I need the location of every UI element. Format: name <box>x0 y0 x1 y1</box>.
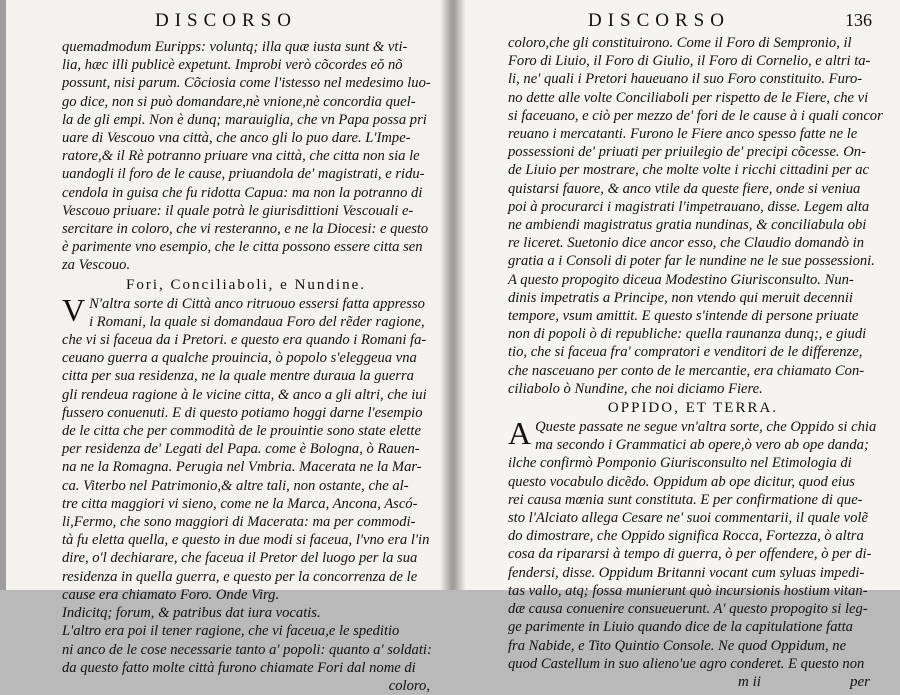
right-text-block <box>508 34 883 693</box>
section-title-fori: Fori, Conciliaboli, e Nundine. <box>126 276 366 293</box>
text-line: go dice, non si può domandare,nè vnione,nè concordia quel- <box>62 93 416 110</box>
text-line: Foro di Liuio, il Foro di Giulio, il Foro di Cornelio, e altri ta- <box>508 53 871 70</box>
text-line: che vi si faceua da i Pretori. e questo era quando i Romani fa- <box>62 332 427 349</box>
text-line: N'altra sorte di Città anco ritruouo essersi fatta appresso <box>89 295 425 312</box>
text-line: fendersi, disse. Oppidum Britanni vocant cum syluas impedi- <box>508 564 865 581</box>
text-line: rei causa mœnia sunt constituta. E per confirmatione di que- <box>508 491 863 508</box>
text-line: ni anco de le cose necessarie tanto a' popoli: quanto a' soldati: <box>62 641 432 658</box>
text-line: citta per sua residenza, ne la quale mentre duraua la guerra <box>62 368 414 385</box>
signature-mark: m ii <box>738 673 761 690</box>
text-line: uandogli il foro de le cause, priuandola de' magistrati, e ridu- <box>62 166 425 183</box>
text-line: lia, hæc illi publicè expetunt. Improbi verò cõcordes eŏ nõ <box>62 57 403 74</box>
text-line: cosa da ripararsi à tempo di guerra, ò per offendere, ò per di- <box>508 546 872 563</box>
drop-cap: A <box>508 415 532 452</box>
text-line: gratia a i Consoli di poter far le nundine ne le sue possessioni. <box>508 253 875 270</box>
text-line: per residenza de' Legati del Papa. come è Bologna, ò Rauen- <box>62 441 420 458</box>
text-line: li,Fermo, che sono maggiori di Macerata: ma per commodi- <box>62 514 416 531</box>
text-line: tas vallo, atq; fossa munierunt quò incursionis hostium vitan- <box>508 582 868 599</box>
text-line: tio, che si faceua fra' compratori e venditori de le differenze, <box>508 344 863 361</box>
text-line: dæ causa conuenire consueuerunt. A' questo propogito si leg- <box>508 601 868 618</box>
drop-cap: V <box>62 291 86 328</box>
right-running-head: DISCORSO <box>588 10 730 31</box>
text-line: de Liuio per mostrare, che molte volte i ricchi cittadini per ac <box>508 162 869 179</box>
text-line: reuano i mercatanti. Furono le Fiere anco spesso fatte ne le <box>508 126 858 143</box>
text-line: poi à procurarci i magistrati l'impetrauano, disse. Legem alta <box>508 198 870 215</box>
text-line: quistarsi fauore, & anco vtile da queste fiere, onde si veniua <box>508 180 861 197</box>
text-line: i Romani, la quale si domandaua Foro del rẽder ragione, <box>89 313 425 330</box>
text-line: non di popoli ò di republiche: quella raunanza dunq;, e giudi <box>508 326 867 343</box>
page-footer <box>508 673 878 693</box>
text-line: coloro,che gli constituirono. Come il Foro di Sempronio, il <box>508 35 852 51</box>
text-line: quemadmodum Euripps: voluntq; illa quæ iusta sunt & vti- <box>62 39 408 55</box>
text-line: da questo fatto molte città furono chiamate Fori dal nome di <box>62 659 416 676</box>
text-line: li, ne' quali i Pretori haueuano il suo Foro constituito. Furo- <box>508 71 863 88</box>
text-line: tà fu eletta quella, e questo in due modi si faceua, l'vno era l'in <box>62 532 430 549</box>
text-line: dinis impetratis a Principe, non vtendo qui meruit decennii <box>508 289 853 306</box>
right-page <box>452 0 900 690</box>
text-line: re liceret. Suetonio dice ancor esso, che Claudio domandò in <box>508 235 864 252</box>
text-line: ceuano guerra a qualche prouincia, ò popolo s'eleggeua vna <box>62 350 417 367</box>
text-line: ratore,& il Rè potranno priuare vna città, che citta non sia le <box>62 148 420 165</box>
text-line: cendola in guisa che fu ridotta Capua: ma non la potranno di <box>62 184 423 201</box>
catchword: per <box>850 673 870 690</box>
text-line: no dette alle volte Conciliaboli per rispetto de le Fiere, che vi <box>508 89 869 106</box>
text-line: sercitare in coloro, che vi resteranno, e ne la Diocesi: e questo <box>62 221 429 238</box>
right-header <box>508 8 878 34</box>
book-gutter <box>440 0 466 590</box>
text-line: tre citta maggiori vi sieno, come ne la Marca, Ancona, Ascó- <box>62 495 418 512</box>
text-line: che nasceuano per conto de le mercantie, era chiamato Con- <box>508 362 865 379</box>
text-line: de le citta che per commodità de le prouintie sono state elette <box>62 423 421 440</box>
section-title-oppido: OPPIDO, ET TERRA. <box>607 400 779 417</box>
text-line: quod Castellum in suo alieno'ue agro conderet. E questo non <box>508 655 865 672</box>
text-line: la de gli empi. Non è dunq; marauiglia, che vn Papa possa pri <box>62 111 427 128</box>
text-line: L'altro era poi il tener ragione, che vi faceua,e le speditio <box>62 623 400 640</box>
text-line: tempore, vsum amittit. E questo s'intende di persone priuate <box>508 308 859 325</box>
verse-quote: Indicitq; forum, & patribus dat iura vocatis. <box>62 605 321 622</box>
text-line: sto l'Alciato allega Cesare ne' suoi commentarii, il quale volẽ <box>508 510 868 527</box>
text-line: ilche confirmò Pomponio Giurisconsulto nel Etimologia di <box>508 455 852 472</box>
text-line: uare di Vescouo vna città, che anco gli lo puo dare. L'Impe- <box>62 130 411 147</box>
left-running-head: DISCORSO <box>155 10 297 31</box>
text-line: dire, o'l dechiarare, che faceua il Pretor del luogo per la sua <box>62 550 418 567</box>
text-line: ma secondo i Grammatici ab opere,ò vero ab ope danda; <box>535 437 869 454</box>
text-line: possessioni de' priuati per priuilegio de' precipi cõcesse. On- <box>508 144 866 161</box>
text-line: fra Nabide, e Tito Quintio Console. Ne quod Oppidum, ne <box>508 637 847 654</box>
text-line: cause era chiamato Foro. Onde Virg. <box>62 586 280 603</box>
page-number: 136 <box>845 10 872 30</box>
page-edge <box>0 0 6 590</box>
text-line: na ne la Romagna. Perugia nel Vmbria. Macerata ne la Mar- <box>62 459 422 476</box>
catchword: coloro, <box>388 677 430 694</box>
text-line: si faceuano, e ciò per mezzo de' fori de le cause à i quali concor <box>508 107 883 124</box>
text-line: ca. Viterbo nel Patrimonio,& altre tali, non ostante, che al- <box>62 477 409 494</box>
text-line: gli rendeua ragione à le vicine citta, & anco a gli altri, che iui <box>62 386 427 403</box>
text-line: ge parimente in Liuio quando dice de la capitulatione fatta <box>508 619 853 636</box>
text-line: possunt, nisi parum. Cõciosia come l'istesso nel medesimo luo- <box>62 75 431 92</box>
text-line: A questo propogito diceua Modestino Giurisconsulto. Nun- <box>508 271 854 288</box>
text-line: residenza in quella guerra, e questo per la concorrenza de le <box>62 568 418 585</box>
text-line: fussero conuenuti. E di questo potiamo hoggi darne l'esempio <box>62 404 423 421</box>
text-line: Queste passate ne segue vn'altra sorte, che Oppido si chia <box>535 419 877 436</box>
text-line: Vescouo priuare: il quale potrà le giurisdittioni Vescouali e- <box>62 202 414 219</box>
text-line: do dimostrare, che Oppido significa Rocca, Fortezza, ò altra <box>508 528 864 545</box>
left-text-block <box>62 38 430 695</box>
text-line: questo vocabulo dicẽdo. Oppidum ab ope dicitur, quod eius <box>508 473 855 490</box>
text-line: ne ambiendi magistratus gratia nundinas, & conciliabula obi <box>508 217 867 234</box>
text-line: ciliabolo ò Nundine, che noi diciamo Fiere. <box>508 380 763 397</box>
text-line: è parimente vno esempio, che le citta possono essere citta sen <box>62 239 423 256</box>
text-line: za Vescouo. <box>62 257 131 274</box>
